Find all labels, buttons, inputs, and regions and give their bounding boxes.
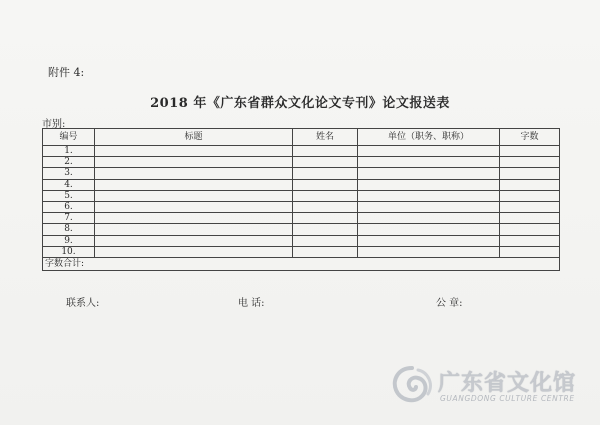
title-cell xyxy=(95,157,293,168)
submission-table xyxy=(42,128,560,271)
document-title: 2018 年《广东省群众文化论文专刊》论文报送表 xyxy=(150,96,450,111)
title-cell xyxy=(95,213,293,224)
row-number: 9. xyxy=(43,235,95,246)
table-header-row xyxy=(43,129,560,146)
header-unit: 单位（职务、职称） xyxy=(358,129,500,146)
unit-cell xyxy=(358,179,500,190)
word-count-cell xyxy=(500,235,560,246)
table-row xyxy=(43,213,560,224)
table-row xyxy=(43,201,560,212)
unit-cell xyxy=(358,168,500,179)
total-row xyxy=(43,257,560,270)
title-cell xyxy=(95,190,293,201)
culture-centre-logo xyxy=(388,362,588,412)
word-count-cell xyxy=(500,190,560,201)
table-row xyxy=(43,179,560,190)
word-count-cell xyxy=(500,246,560,257)
unit-cell xyxy=(358,213,500,224)
header-title: 标题 xyxy=(95,129,293,146)
table-row xyxy=(43,146,560,157)
title-cell xyxy=(95,179,293,190)
name-cell xyxy=(293,157,358,168)
word-count-cell xyxy=(500,168,560,179)
title-cell xyxy=(95,168,293,179)
unit-cell xyxy=(358,235,500,246)
unit-cell xyxy=(358,246,500,257)
word-count-cell xyxy=(500,179,560,190)
word-count-cell xyxy=(500,201,560,212)
city-label: 市别: xyxy=(42,119,66,130)
title-cell xyxy=(95,224,293,235)
title-cell xyxy=(95,201,293,212)
name-cell xyxy=(293,201,358,212)
row-number: 7. xyxy=(43,213,95,224)
table-row xyxy=(43,190,560,201)
name-cell xyxy=(293,146,358,157)
row-number: 8. xyxy=(43,224,95,235)
table-row xyxy=(43,168,560,179)
header-name: 姓名 xyxy=(293,129,358,146)
row-number: 4. xyxy=(43,179,95,190)
name-cell xyxy=(293,224,358,235)
unit-cell xyxy=(358,157,500,168)
word-count-cell xyxy=(500,213,560,224)
name-cell xyxy=(293,179,358,190)
unit-cell xyxy=(358,224,500,235)
name-cell xyxy=(293,246,358,257)
swirl-logo-icon xyxy=(388,362,436,408)
table-row xyxy=(43,246,560,257)
word-count-cell xyxy=(500,157,560,168)
word-count-cell xyxy=(500,224,560,235)
table-row xyxy=(43,224,560,235)
name-cell xyxy=(293,213,358,224)
row-number: 10. xyxy=(43,246,95,257)
row-number: 5. xyxy=(43,190,95,201)
name-cell xyxy=(293,168,358,179)
name-cell xyxy=(293,235,358,246)
phone-label: 电 话: xyxy=(238,298,265,309)
unit-cell xyxy=(358,201,500,212)
name-cell xyxy=(293,190,358,201)
row-number: 2. xyxy=(43,157,95,168)
contact-label: 联系人: xyxy=(66,298,100,309)
logo-english-name: GUANGDONG CULTURE CENTRE xyxy=(440,394,575,403)
seal-label: 公 章: xyxy=(436,298,463,309)
title-cell xyxy=(95,246,293,257)
word-count-cell xyxy=(500,146,560,157)
row-number: 1. xyxy=(43,146,95,157)
row-number: 6. xyxy=(43,201,95,212)
title-cell xyxy=(95,235,293,246)
header-number: 编号 xyxy=(43,129,95,146)
header-word-count: 字数 xyxy=(500,129,560,146)
table-row xyxy=(43,235,560,246)
logo-chinese-name: 广东省文化馆 xyxy=(438,371,577,396)
row-number: 3. xyxy=(43,168,95,179)
total-label: 字数合计: xyxy=(43,257,560,270)
table-row xyxy=(43,157,560,168)
unit-cell xyxy=(358,146,500,157)
title-cell xyxy=(95,146,293,157)
unit-cell xyxy=(358,190,500,201)
attachment-label: 附件 4: xyxy=(48,66,85,79)
